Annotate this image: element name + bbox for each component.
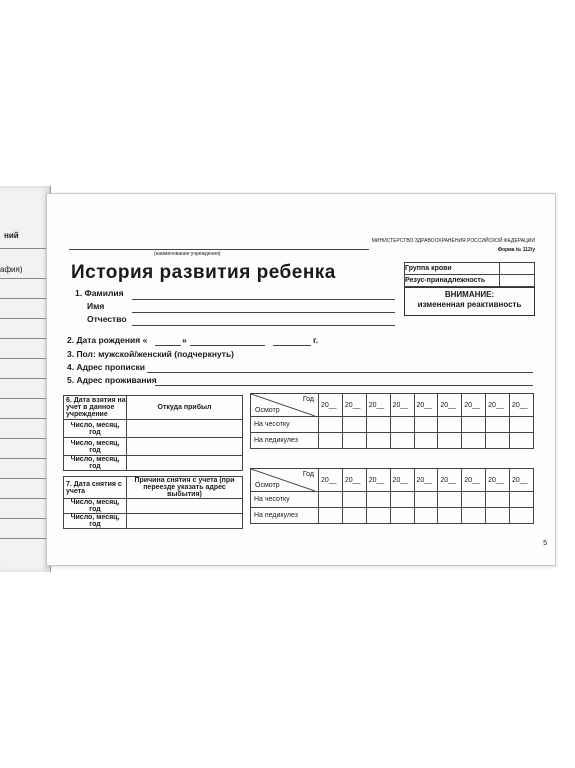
table6-row-origin[interactable] — [127, 456, 243, 471]
residence-label: 5. Адрес проживания — [67, 375, 157, 385]
sex-label: 3. Пол: мужской/женский (подчеркнуть) — [67, 349, 235, 359]
exam1-header-cell — [251, 394, 319, 417]
rh-factor-label: Резус-принадлежность — [405, 275, 500, 287]
registration-field[interactable] — [147, 372, 533, 373]
table7-row-reason[interactable] — [127, 514, 243, 529]
table6-col-origin: Откуда прибыл — [127, 396, 243, 420]
exam2-lice-label: На педикулез — [251, 508, 319, 524]
exam1-year-3[interactable]: 20__ — [366, 394, 390, 417]
table6-row-date: Число, месяц, год — [64, 456, 127, 471]
table7-col-reason: Причина снятия с учета (при переезде указать адрес выбытия) — [127, 477, 243, 499]
registration-table — [63, 395, 243, 471]
exam1-year-8[interactable]: 20__ — [486, 394, 510, 417]
blood-group-label: Группа крови — [405, 263, 500, 275]
attention-box — [404, 287, 535, 316]
table6-col-date: 6. Дата взятия на учет в данное учреждение — [64, 396, 127, 420]
exam1-year-6[interactable]: 20__ — [438, 394, 462, 417]
form-number: Форма № 112/у — [497, 247, 535, 253]
rh-factor-value[interactable] — [500, 275, 535, 287]
page-number: 5 — [543, 540, 547, 547]
ministry-header: МИНИСТЕРСТВО ЗДРАВООХРАНЕНИЯ РОССИЙСКОЙ ФЕДЕРАЦИИ — [371, 238, 535, 244]
table7-row-reason[interactable] — [127, 499, 243, 514]
table7-col-date: 7. Дата снятия с учета — [64, 477, 127, 499]
exam2-header-cell — [251, 469, 319, 492]
exam2-year-6[interactable]: 20__ — [438, 469, 462, 492]
residence-field[interactable] — [155, 385, 533, 386]
table7-row-date: Число, месяц, год — [64, 499, 127, 514]
patronymic-label: Отчество — [87, 314, 127, 324]
patronymic-field[interactable] — [132, 325, 395, 326]
exam1-lice-label: На педикулез — [251, 433, 319, 449]
deregistration-table — [63, 476, 243, 529]
form-page — [46, 193, 556, 566]
attention-text: измененная реактивность — [417, 300, 522, 309]
exam1-year-7[interactable]: 20__ — [462, 394, 486, 417]
birth-date-quote: » — [182, 335, 187, 345]
exam2-year-5[interactable]: 20__ — [414, 469, 438, 492]
exam2-exam-label: Осмотр — [255, 482, 280, 489]
exam2-year-1[interactable]: 20__ — [319, 469, 343, 492]
registration-label: 4. Адрес прописки — [67, 362, 145, 372]
left-page-fragment — [0, 186, 51, 572]
exam1-year-label: Год — [302, 396, 314, 403]
attention-heading: ВНИМАНИЕ: — [444, 290, 495, 299]
table6-row-origin[interactable] — [127, 438, 243, 456]
birth-month-field[interactable] — [190, 345, 265, 346]
table6-row-origin[interactable] — [127, 420, 243, 438]
exam-table-1 — [250, 393, 534, 449]
birth-date-label: 2. Дата рождения « — [67, 335, 148, 345]
exam2-scabies-label: На чесотку — [251, 492, 319, 508]
name-field[interactable] — [132, 312, 395, 313]
exam-table-2 — [250, 468, 534, 524]
birth-year-field[interactable] — [273, 345, 311, 346]
year-suffix: г. — [313, 335, 319, 345]
exam2-year-7[interactable]: 20__ — [462, 469, 486, 492]
left-page-text-1: ний — [4, 231, 19, 240]
institution-caption: (наименование учреждения) — [154, 251, 221, 257]
exam2-year-4[interactable]: 20__ — [390, 469, 414, 492]
table6-row-date: Число, месяц, год — [64, 420, 127, 438]
exam1-year-1[interactable]: 20__ — [319, 394, 343, 417]
exam1-year-9[interactable]: 20__ — [510, 394, 534, 417]
exam1-year-5[interactable]: 20__ — [414, 394, 438, 417]
exam2-year-2[interactable]: 20__ — [342, 469, 366, 492]
exam2-year-3[interactable]: 20__ — [366, 469, 390, 492]
exam1-scabies-label: На чесотку — [251, 417, 319, 433]
table7-row-date: Число, месяц, год — [64, 514, 127, 529]
exam2-year-label: Год — [302, 471, 314, 478]
blood-group-value[interactable] — [500, 263, 535, 275]
name-label: Имя — [87, 301, 105, 311]
surname-label: 1. Фамилия — [75, 288, 124, 298]
blood-group-box — [404, 262, 535, 287]
birth-day-field[interactable] — [155, 345, 181, 346]
exam2-year-9[interactable]: 20__ — [510, 469, 534, 492]
exam2-year-8[interactable]: 20__ — [486, 469, 510, 492]
exam1-exam-label: Осмотр — [255, 407, 280, 414]
form-title: История развития ребенка — [71, 262, 336, 283]
table6-row-date: Число, месяц, год — [64, 438, 127, 456]
surname-field[interactable] — [132, 299, 395, 300]
exam1-year-4[interactable]: 20__ — [390, 394, 414, 417]
left-page-text-2: афия) — [0, 265, 23, 274]
exam1-year-2[interactable]: 20__ — [342, 394, 366, 417]
